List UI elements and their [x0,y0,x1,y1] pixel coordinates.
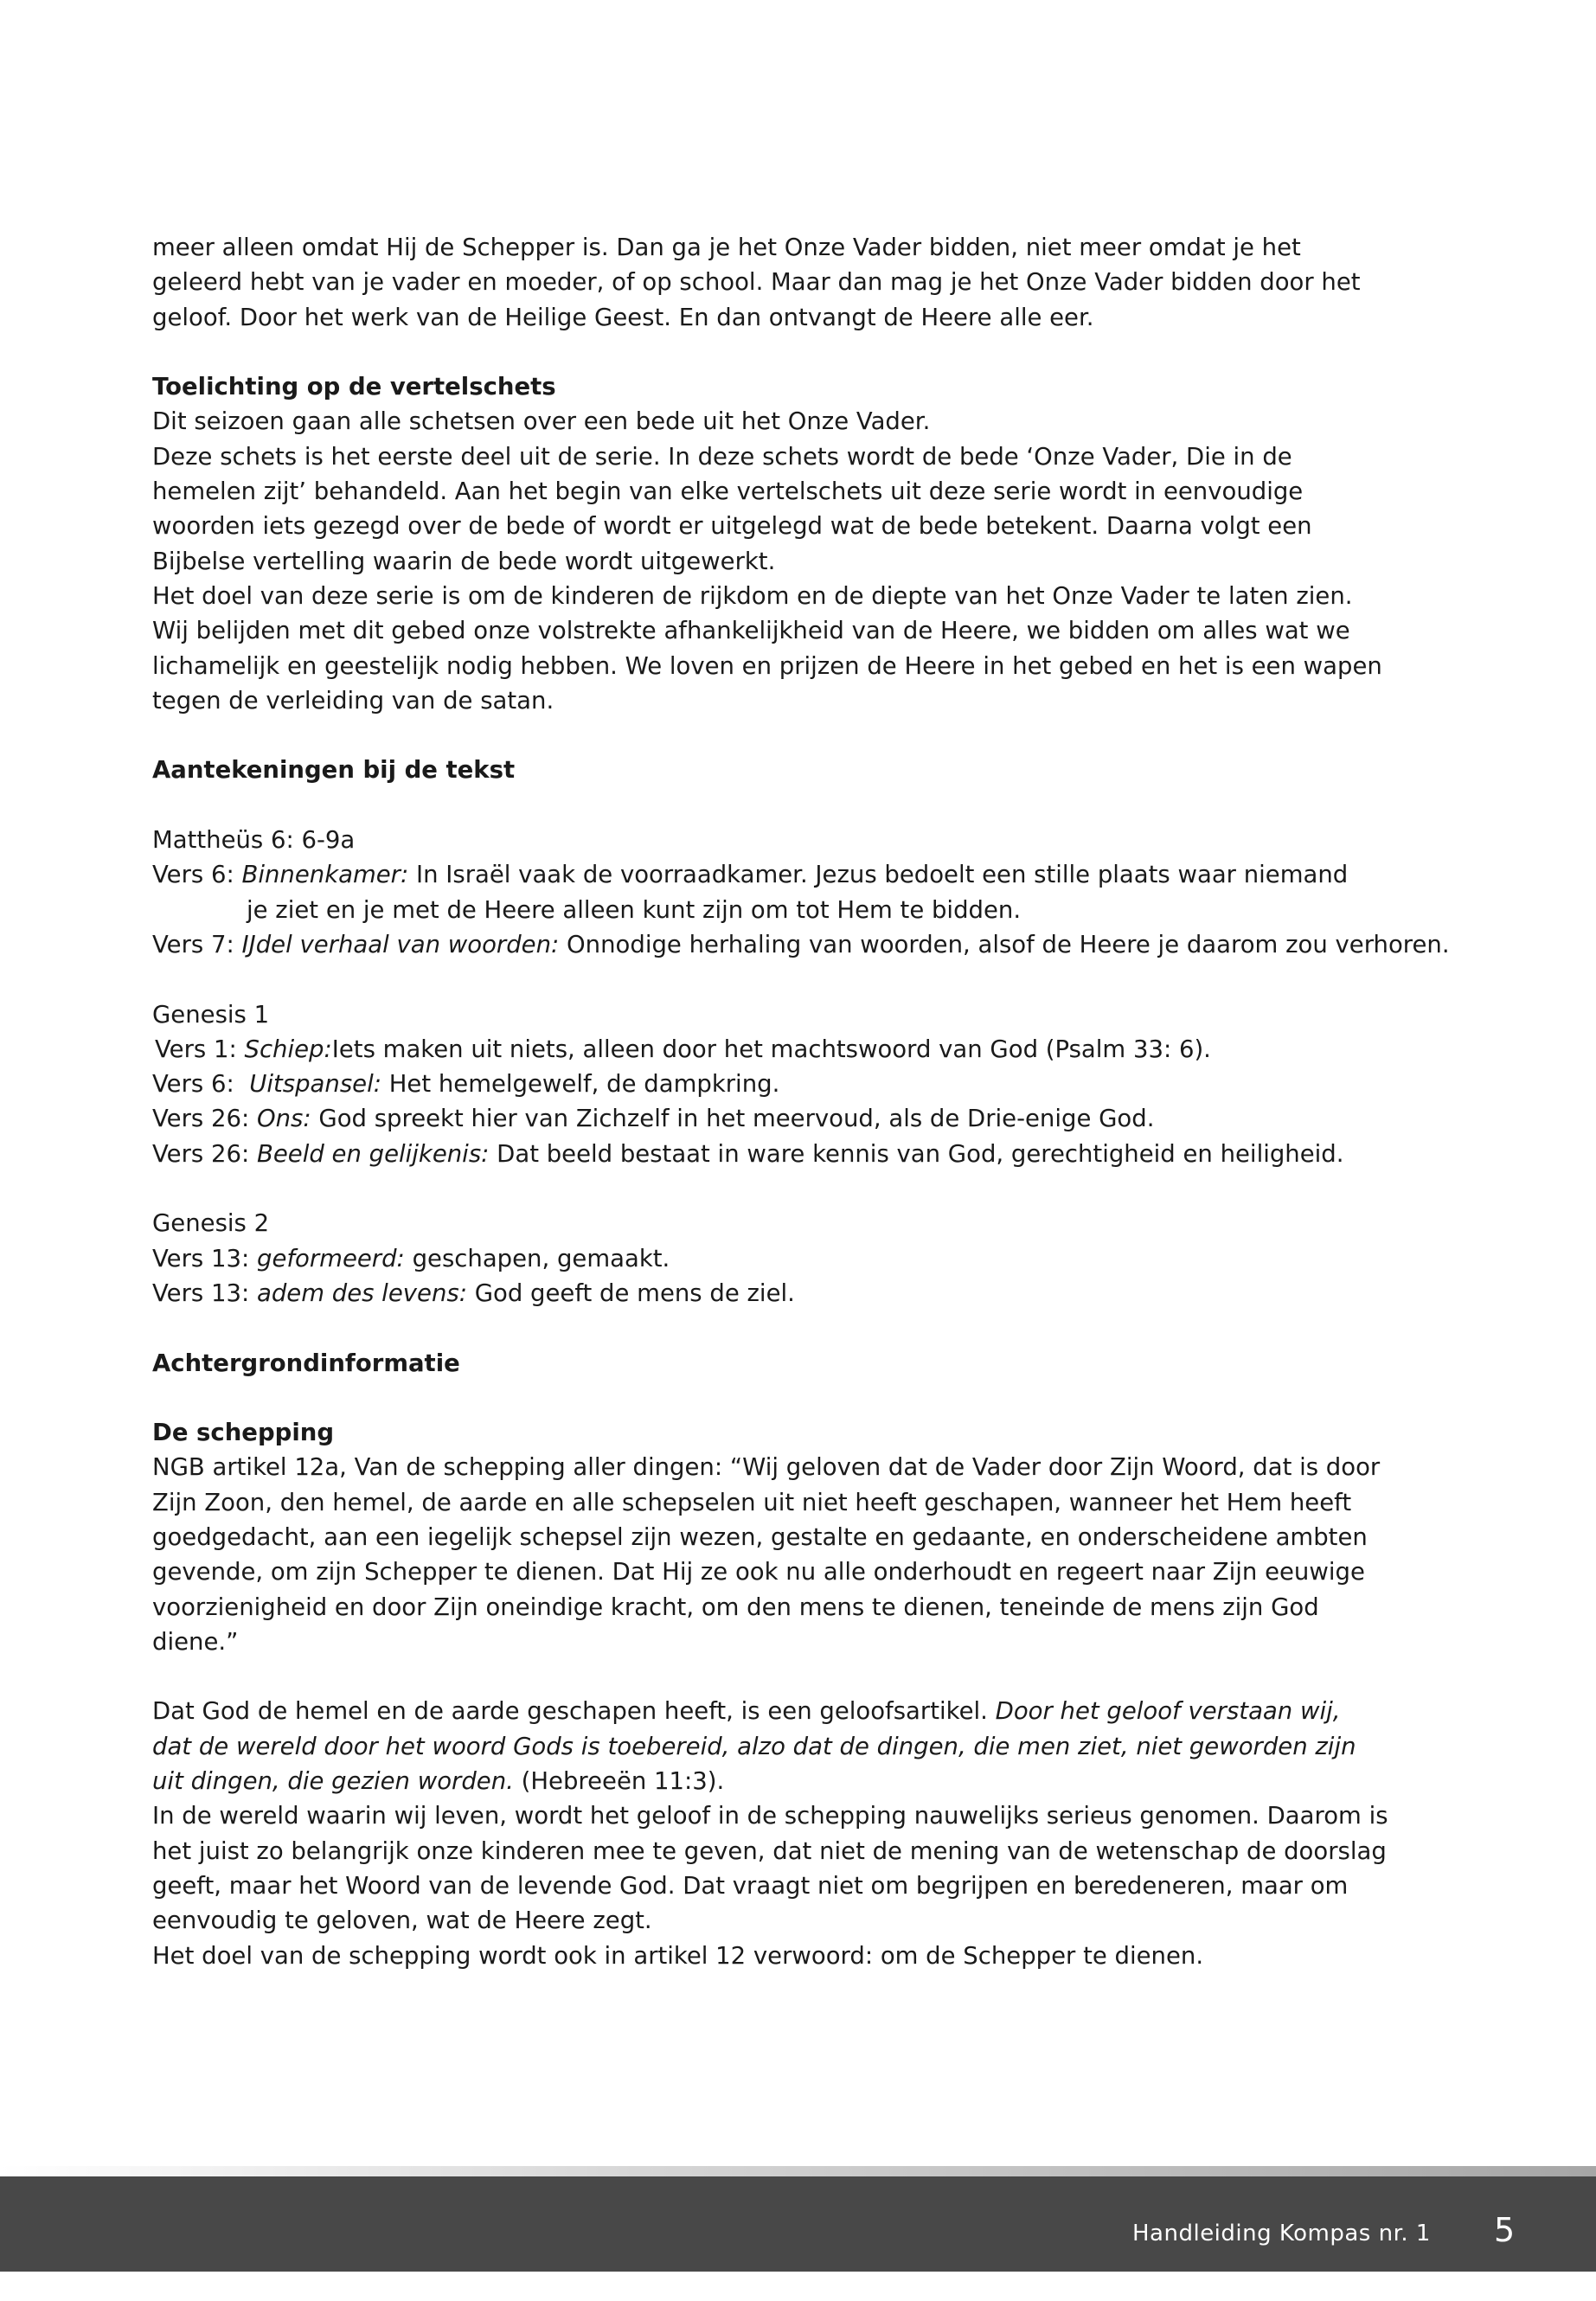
text-line: Zijn Zoon, den hemel, de aarde en alle schepselen uit niet heeft geschapen, wanneer het Hem heeft [152,1488,1352,1516]
text-line: uit dingen, die gezien worden. (Hebreeën 11:3). [152,1767,725,1796]
text-line: hemelen zijt’ behandeld. Aan het begin van elke vertelschets uit deze serie wordt in eenvoudige [152,478,1304,506]
text-line: Wij belijden met dit gebed onze volstrekte afhankelijkheid van de Heere, we bidden om alles wat we [152,617,1350,645]
text-line: diene.” [152,1627,239,1656]
footer-title: Handleiding Kompas nr. 1 [1132,2221,1431,2247]
text-line: voorzienigheid en door Zijn oneindige kracht, om den mens te dienen, teneinde de mens zijn God [152,1593,1319,1621]
verse-note: Vers 26: Ons: God spreekt hier van Zichzelf in het meervoud, als de Drie-enige God. [152,1105,1155,1133]
text-line: Bijbelse vertelling waarin de bede wordt uitgewerkt. [152,547,776,575]
page-number: 5 [1494,2211,1516,2249]
verse-note: Vers 26: Beeld en gelijkenis: Dat beeld bestaat in ware kennis van God, gerechtigheid en heiligheid. [152,1139,1344,1168]
text-line: geloof. Door het werk van de Heilige Geest. En dan ontvangt de Heere alle eer. [152,303,1094,331]
text-line: Het doel van de schepping wordt ook in artikel 12 verwoord: om de Schepper te dienen. [152,1941,1204,1970]
text-line: lichamelijk en geestelijk nodig hebben. We loven en prijzen de Heere in het gebed en het is een wapen [152,651,1382,680]
text-line: geeft, maar het Woord van de levende God. Dat vraagt niet om begrijpen en beredeneren, maar om [152,1871,1349,1900]
passage-title-genesis-2: Genesis 2 [152,1209,270,1238]
text-line: Het doel van deze serie is om de kinderen de rijkdom en de diepte van het Onze Vader te laten zien. [152,581,1353,610]
section-heading-toelichting: Toelichting op de vertelschets [152,373,556,401]
verse-note: Vers 7: IJdel verhaal van woorden: Onnodige herhaling van woorden, alsof de Heere je daarom zou verhoren. [152,930,1450,958]
passage-title-genesis-1: Genesis 1 [152,1000,270,1029]
text-line: dat de wereld door het woord Gods is toebereid, alzo dat de dingen, die men ziet, niet geworden zijn [152,1732,1356,1760]
text-line: gevende, om zijn Schepper te dienen. Dat Hij ze ook nu alle onderhoudt en regeert naar Zijn eeuwige [152,1558,1365,1586]
section-heading-achtergrond: Achtergrondinformatie [152,1349,460,1377]
verse-note: Vers 6: Binnenkamer: In Israël vaak de voorraadkamer. Jezus bedoelt een stille plaats waar niemand je ziet en je met de Heere alleen kunt zijn om tot Hem te bidden. [152,861,1349,924]
text-line: meer alleen omdat Hij de Schepper is. Dan ga je het Onze Vader bidden, niet meer omdat je het [152,234,1301,261]
verse-note: Vers 13: geformeerd: geschapen, gemaakt. [152,1244,670,1272]
text-line: Deze schets is het eerste deel uit de serie. In deze schets wordt de bede ‘Onze Vader, Die in de [152,442,1292,471]
text-line: In de wereld waarin wij leven, wordt het geloof in de schepping nauwelijks serieus genomen. Daarom is [152,1802,1388,1830]
section-heading-schepping: De schepping [152,1419,335,1447]
text-line: goedgedacht, aan een iegelijk schepsel zijn wezen, gestalte en gedaante, en onderscheidene ambten [152,1522,1368,1551]
text-line: Dat God de hemel en de aarde geschapen heeft, is een geloofsartikel. Door het geloof verstaan wij, [152,1697,1341,1726]
text-line: het juist zo belangrijk onze kinderen mee te geven, dat niet de mening van de wetenschap de doorslag [152,1836,1387,1865]
section-heading-aantekeningen: Aantekeningen bij de tekst [152,756,516,785]
verse-note: Vers 6: Uitspansel: Het hemelgewelf, de dampkring. [152,1070,780,1099]
text-line: eenvoudig te geloven, wat de Heere zegt. [152,1907,652,1935]
passage-title-matthew: Mattheüs 6: 6-9a [152,826,356,855]
text-line: woorden iets gezegd over de bede of wordt er uitgelegd wat de bede betekent. Daarna volgt een [152,512,1312,541]
text-line: Dit seizoen gaan alle schetsen over een bede uit het Onze Vader. [152,407,931,436]
verse-note: Vers 1: Schiep:Iets maken uit niets, alleen door het machtswoord van God (Psalm 33: 6). [155,1035,1211,1063]
verse-note: Vers 13: adem des levens: God geeft de mens de ziel. [152,1279,795,1307]
text-line: tegen de verleiding van de satan. [152,686,554,715]
text-line: NGB artikel 12a, Van de schepping aller dingen: “Wij geloven dat de Vader door Zijn Woord, dat is door [152,1453,1381,1482]
text-line: geleerd hebt van je vader en moeder, of op school. Maar dan mag je het Onze Vader bidden door het [152,268,1361,297]
page-content [152,230,1450,1973]
